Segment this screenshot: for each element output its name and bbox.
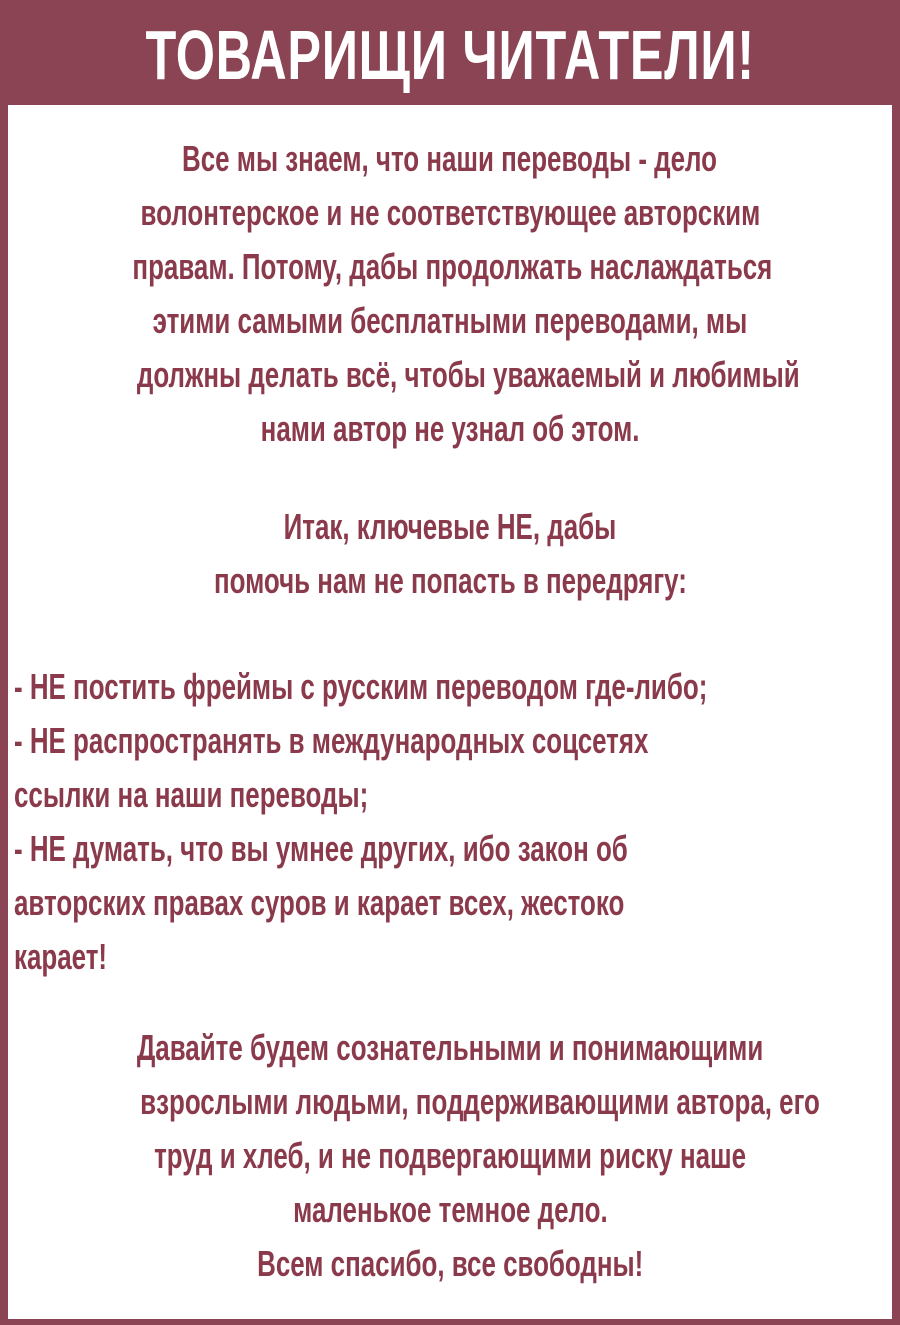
closing-line: взрослыми людьми, поддерживающими автора, его xyxy=(140,1081,820,1122)
closing-line: маленькое темное дело. xyxy=(292,1189,608,1230)
intro-paragraph xyxy=(8,132,892,456)
rule-line: карает! xyxy=(14,936,108,977)
intro-line: волонтерское и не соответствующее авторским xyxy=(140,192,760,233)
rule-line: - НЕ думать, что вы умнее других, ибо закон об xyxy=(14,828,628,869)
rules-heading-line: помочь нам не попасть в передрягу: xyxy=(213,560,687,601)
intro-line: правам. Потому, дабы продолжать наслаждаться xyxy=(132,246,773,287)
intro-line: нами автор не узнал об этом. xyxy=(260,408,640,449)
closing-line: труд и хлеб, и не подвергающими риску наше xyxy=(154,1135,746,1176)
page-title: ТОВАРИЩИ ЧИТАТЕЛИ! xyxy=(145,15,755,94)
closing-line: Всем спасибо, все свободны! xyxy=(256,1243,644,1284)
rule-line: - НЕ постить фреймы с русским переводом где-либо; xyxy=(14,666,708,707)
rules-heading-line: Итак, ключевые НЕ, дабы xyxy=(283,506,617,547)
notice-panel xyxy=(8,105,892,1319)
rules-heading xyxy=(8,500,892,608)
rules-list xyxy=(14,660,900,984)
intro-line: этими самыми бесплатными переводами, мы xyxy=(152,300,748,341)
rule-line: ссылки на наши переводы; xyxy=(14,774,369,815)
rule-line: - НЕ распространять в международных соцсетях xyxy=(14,720,649,761)
intro-line: должны делать всё, чтобы уважаемый и любимый xyxy=(136,354,800,395)
closing-line: Давайте будем сознательными и понимающими xyxy=(136,1027,764,1068)
intro-line: Все мы знаем, что наши переводы - дело xyxy=(182,138,718,179)
header-banner xyxy=(0,0,900,105)
rule-line: авторских правах суров и карает всех, жестоко xyxy=(14,882,625,923)
closing-paragraph xyxy=(8,1021,892,1291)
